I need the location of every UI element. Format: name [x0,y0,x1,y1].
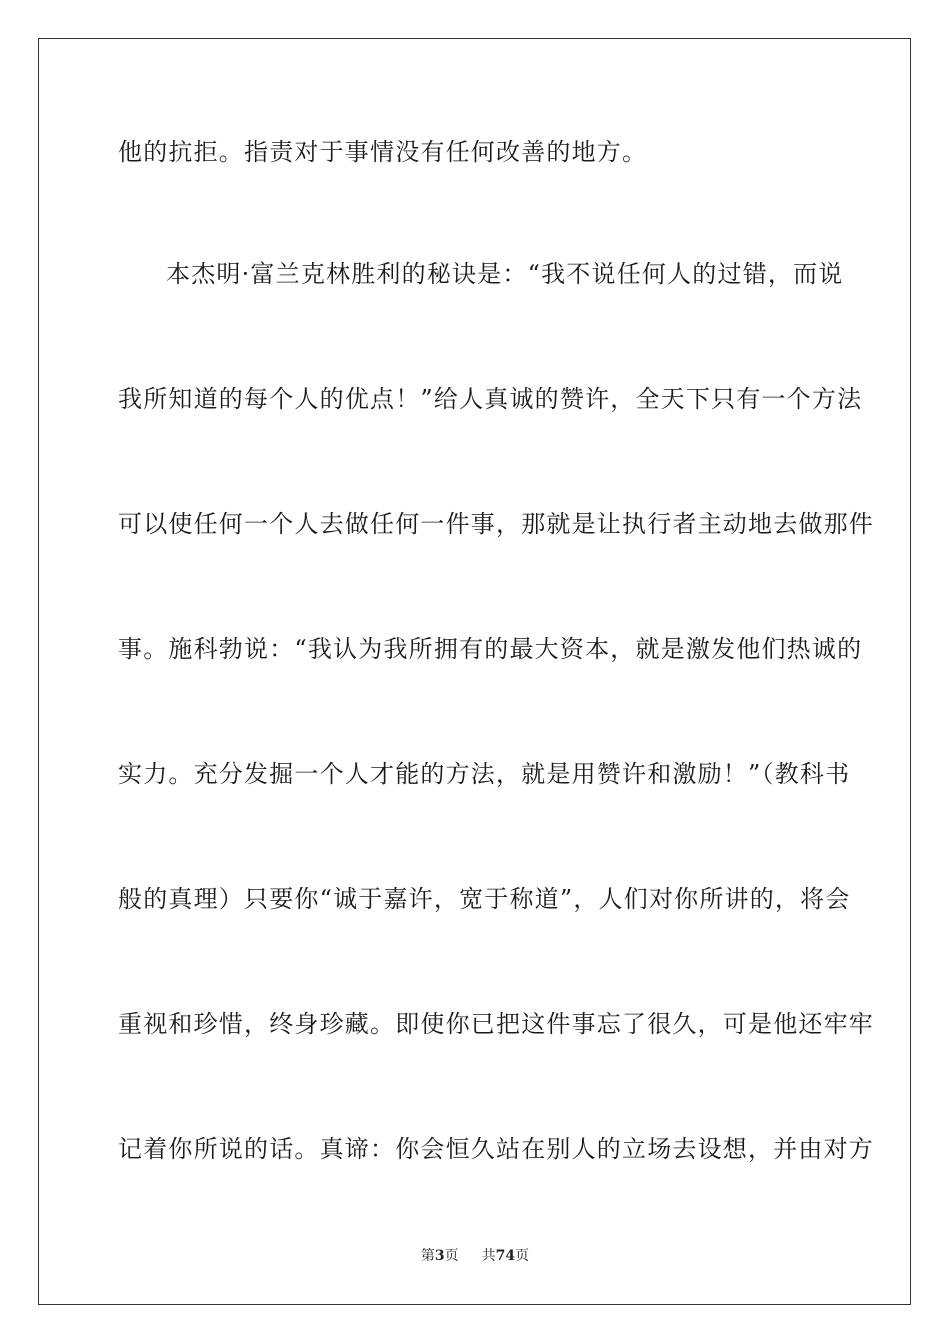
page-border [38,38,911,1305]
total-suffix: 页 [515,1248,530,1264]
page-footer [0,1247,950,1265]
page-suffix: 页 [444,1248,459,1264]
paragraph-line: 般的真理）只要你“诚于嘉许，宽于称道”，人们对你所讲的，将会 [118,885,851,913]
total-pages: 74 [495,1248,516,1264]
paragraph-line: 实力。充分发掘一个人才能的方法，就是用赞许和激励！”（教科书 [118,760,851,788]
paragraph-line: 本杰明·富兰克林胜利的秘诀是：“我不说任何人的过错，而说 [166,260,844,288]
page-number: 3 [434,1248,445,1264]
page-number-label [421,1247,459,1265]
paragraph-line: 事。施科勃说：“我认为我所拥有的最大资本，就是激发他们热诚的 [118,635,863,663]
paragraph-line: 我所知道的每个人的优点！”给人真诚的赞许，全天下只有一个方法 [118,385,863,413]
paragraph-line: 记着你所说的话。真谛：你会恒久站在别人的立场去设想，并由对方 [118,1135,874,1163]
total-pages-label [482,1247,529,1265]
page-prefix: 第 [420,1248,435,1264]
total-prefix: 共 [481,1248,496,1264]
paragraph-line: 重视和珍惜，终身珍藏。即使你已把这件事忘了很久，可是他还牢牢 [118,1010,874,1038]
paragraph-line: 他的抗拒。指责对于事情没有任何改善的地方。 [118,138,648,166]
paragraph-line: 可以使任何一个人去做任何一件事，那就是让执行者主动地去做那件 [118,510,874,538]
